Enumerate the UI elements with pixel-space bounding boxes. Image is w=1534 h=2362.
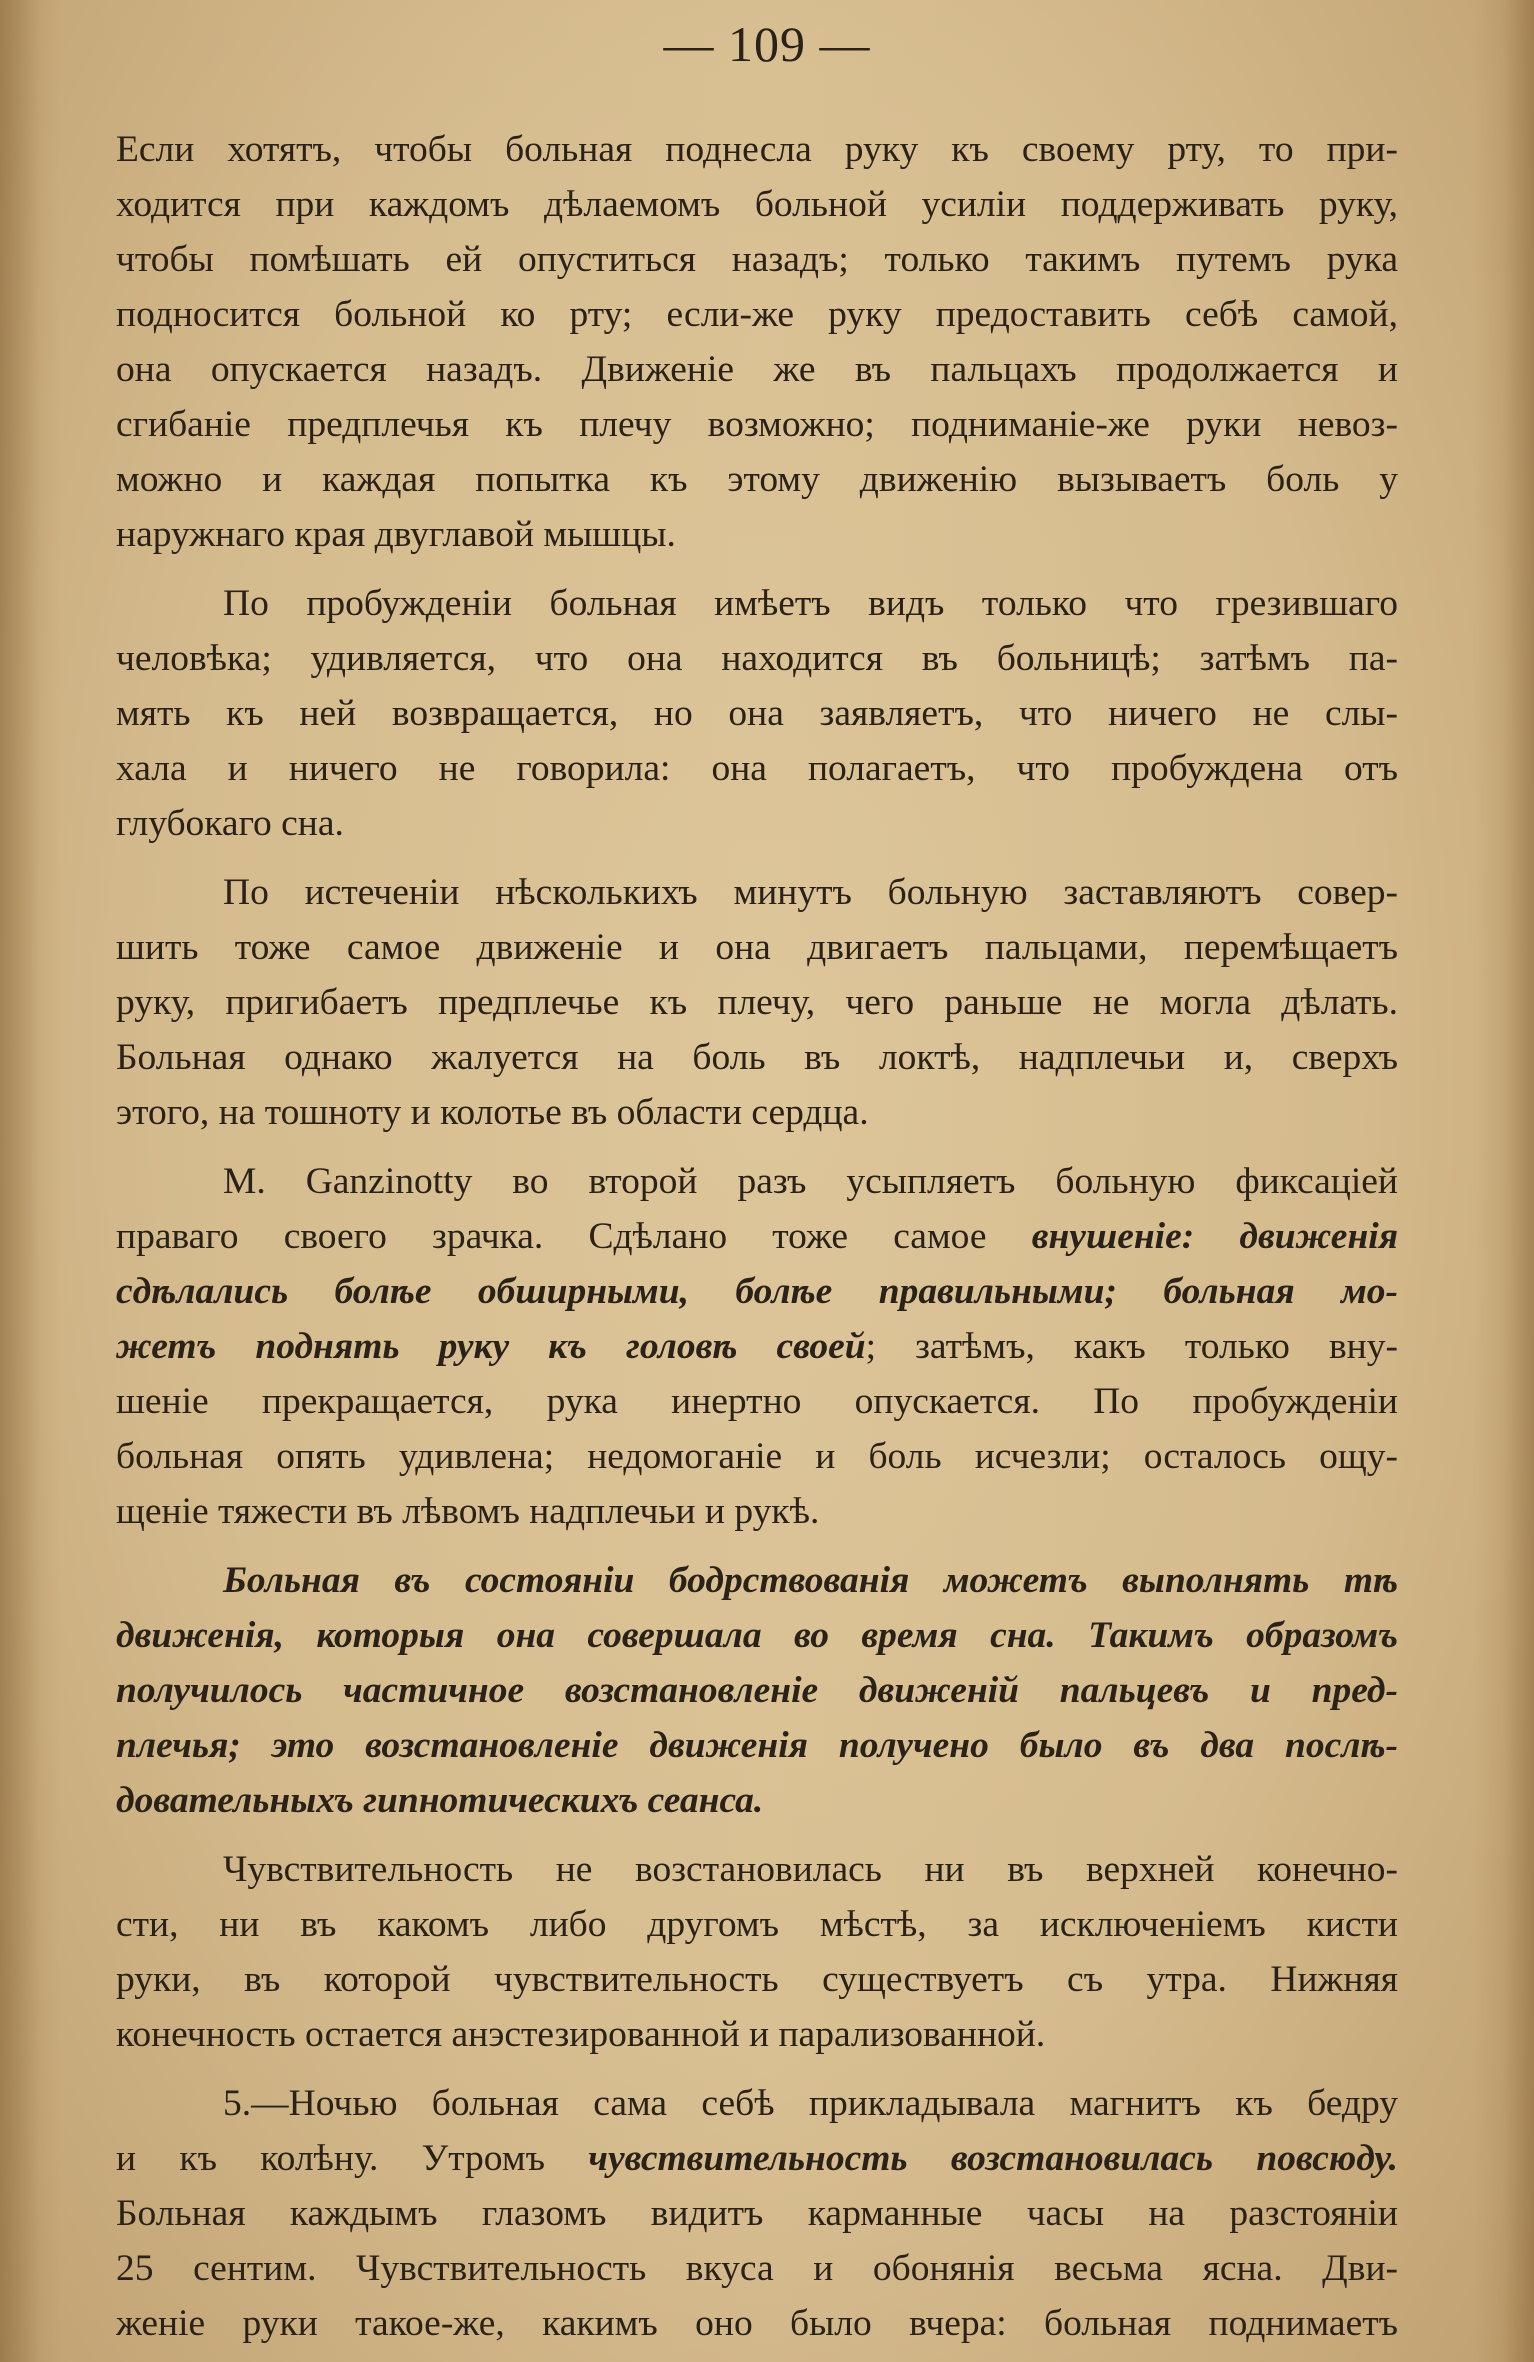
text-segment: По истеченiи нѣсколькихъ минутъ больную заставляютъ совер- — [223, 872, 1398, 913]
text-line — [116, 920, 1398, 975]
text-line — [116, 1663, 1398, 1718]
text-line — [116, 1209, 1398, 1264]
text-line — [116, 865, 1398, 920]
text-line — [116, 1608, 1398, 1663]
italic-text: внушенiе: движенiя — [1031, 1216, 1398, 1257]
text-segment: 25 сентим. Чувствительность вкуса и обонянiя весьма ясна. Дви- — [116, 2248, 1398, 2289]
italic-text: движенiя, которыя она совершала во время сна. Такимъ образомъ — [116, 1615, 1398, 1656]
text-line — [116, 1319, 1398, 1374]
text-line — [116, 1952, 1398, 2007]
text-line — [116, 2007, 1398, 2062]
text-segment: женiе руки такое-же, какимъ оно было вчера: больная поднимаетъ — [116, 2303, 1398, 2344]
text-segment: глубокаго сна. — [116, 803, 344, 844]
text-segment: подносится больной ко рту; если-же руку предоставить себѣ самой, — [116, 294, 1398, 335]
text-line — [116, 796, 1398, 851]
italic-text: Больная въ состоянiи бодрствованiя можетъ выполнять тѣ — [223, 1560, 1398, 1601]
text-segment: щенiе тяжести въ лѣвомъ надплечьи и рукѣ. — [116, 1491, 820, 1532]
text-line — [116, 2241, 1398, 2296]
text-segment: 5.—Ночью больная сама себѣ прикладывала магнитъ къ бедру — [223, 2083, 1398, 2124]
text-segment: Больная каждымъ глазомъ видитъ карманные часы на разстоянiи — [116, 2193, 1398, 2234]
page-number: — 109 — — [663, 16, 871, 72]
text-line — [116, 1085, 1398, 1140]
italic-text: довательныхъ гипнотическихъ сеанса. — [116, 1780, 764, 1821]
text-line — [116, 1773, 1398, 1828]
text-line — [116, 1154, 1398, 1209]
text-segment: шить тоже самое движенiе и она двигаетъ пальцами, перемѣщаетъ — [116, 927, 1398, 968]
text-line — [116, 397, 1398, 452]
text-line — [116, 1429, 1398, 1484]
text-segment: хала и ничего не говорила: она полагаетъ, что пробуждена отъ — [116, 748, 1398, 789]
page-edge-shadow-right — [1504, 0, 1534, 2362]
text-segment: ходится при каждомъ дѣлаемомъ больной усилiи поддерживать руку, — [116, 184, 1398, 225]
text-segment: руку, пригибаетъ предплечье къ плечу, чего раньше не могла дѣлать. — [116, 982, 1398, 1023]
text-line — [116, 686, 1398, 741]
page-edge-shadow-left — [0, 0, 40, 2362]
text-line — [116, 2296, 1398, 2351]
body-text — [116, 122, 1398, 2351]
text-segment: По пробужденiи больная имѣетъ видъ только что грезившаго — [223, 583, 1398, 624]
text-line — [116, 576, 1398, 631]
text-line — [116, 1030, 1398, 1085]
text-segment: Чувствительность не возстановилась ни въ верхней конечно- — [223, 1849, 1398, 1890]
text-line — [116, 342, 1398, 397]
text-line — [116, 1718, 1398, 1773]
text-segment: конечность остается анэстезированной и парализованной. — [116, 2014, 1046, 2055]
text-line — [116, 1897, 1398, 1952]
text-line — [116, 122, 1398, 177]
text-segment: больная опять удивлена; недомоганiе и боль исчезли; осталось ощу- — [116, 1436, 1398, 1477]
italic-text: плечья; это возстановленiе движенiя получено было въ два послѣ- — [116, 1725, 1398, 1766]
text-segment: ; затѣмъ, какъ только вну- — [865, 1326, 1398, 1367]
text-line — [116, 1553, 1398, 1608]
italic-text: сдѣлались болѣе обширными, болѣе правильными; больная мо- — [116, 1271, 1398, 1312]
text-line — [116, 741, 1398, 796]
text-line — [116, 1842, 1398, 1897]
text-segment: праваго своего зрачка. Сдѣлано тоже самое — [116, 1216, 1032, 1257]
text-segment: наружнаго края двуглавой мышцы. — [116, 514, 676, 555]
text-line — [116, 631, 1398, 686]
text-segment: этого, на тошноту и колотье въ области сердца. — [116, 1092, 869, 1133]
text-line — [116, 2186, 1398, 2241]
text-line — [116, 2076, 1398, 2131]
text-segment: можно и каждая попытка къ этому движенiю вызываетъ боль у — [116, 459, 1398, 500]
text-segment: M. Ganzinotty во второй разъ усыпляетъ больную фиксацiей — [223, 1161, 1398, 1202]
text-line — [116, 975, 1398, 1030]
italic-text: получилось частичное возстановленiе движенiй пальцевъ и пред- — [116, 1670, 1398, 1711]
text-segment: она опускается назадъ. Движенiе же въ пальцахъ продолжается и — [116, 349, 1398, 390]
text-line — [116, 1484, 1398, 1539]
text-segment: Если хотятъ, чтобы больная поднесла руку къ своему рту, то при- — [116, 129, 1398, 170]
text-segment: сти, ни въ какомъ либо другомъ мѣстѣ, за исключенiемъ кисти — [116, 1904, 1398, 1945]
text-line — [116, 287, 1398, 342]
text-segment: мять къ ней возвращается, но она заявляетъ, что ничего не слы- — [116, 693, 1398, 734]
text-segment: чтобы помѣшать ей опуститься назадъ; только такимъ путемъ рука — [116, 239, 1398, 280]
text-line — [116, 232, 1398, 287]
text-segment: человѣка; удивляется, что она находится въ больницѣ; затѣмъ па- — [116, 638, 1398, 679]
text-line — [116, 507, 1398, 562]
text-segment: сгибанiе предплечья къ плечу возможно; подниманiе-же руки невоз- — [116, 404, 1398, 445]
text-line — [116, 177, 1398, 232]
text-segment: руки, въ которой чувствительность существуетъ съ утра. Нижняя — [116, 1959, 1398, 2000]
italic-text: жетъ поднять руку къ головѣ своей — [116, 1326, 866, 1367]
text-line — [116, 2131, 1398, 2186]
text-segment: шенiе прекращается, рука инертно опускается. По пробужденiи — [116, 1381, 1398, 1422]
text-line — [116, 1374, 1398, 1429]
text-line — [116, 452, 1398, 507]
text-segment: Больная однако жалуется на боль въ локтѣ, надплечьи и, сверхъ — [116, 1037, 1398, 1078]
italic-text: чувствительность возстановилась повсюду. — [588, 2138, 1398, 2179]
text-line — [116, 1264, 1398, 1319]
text-segment: и къ колѣну. Утромъ — [116, 2138, 589, 2179]
